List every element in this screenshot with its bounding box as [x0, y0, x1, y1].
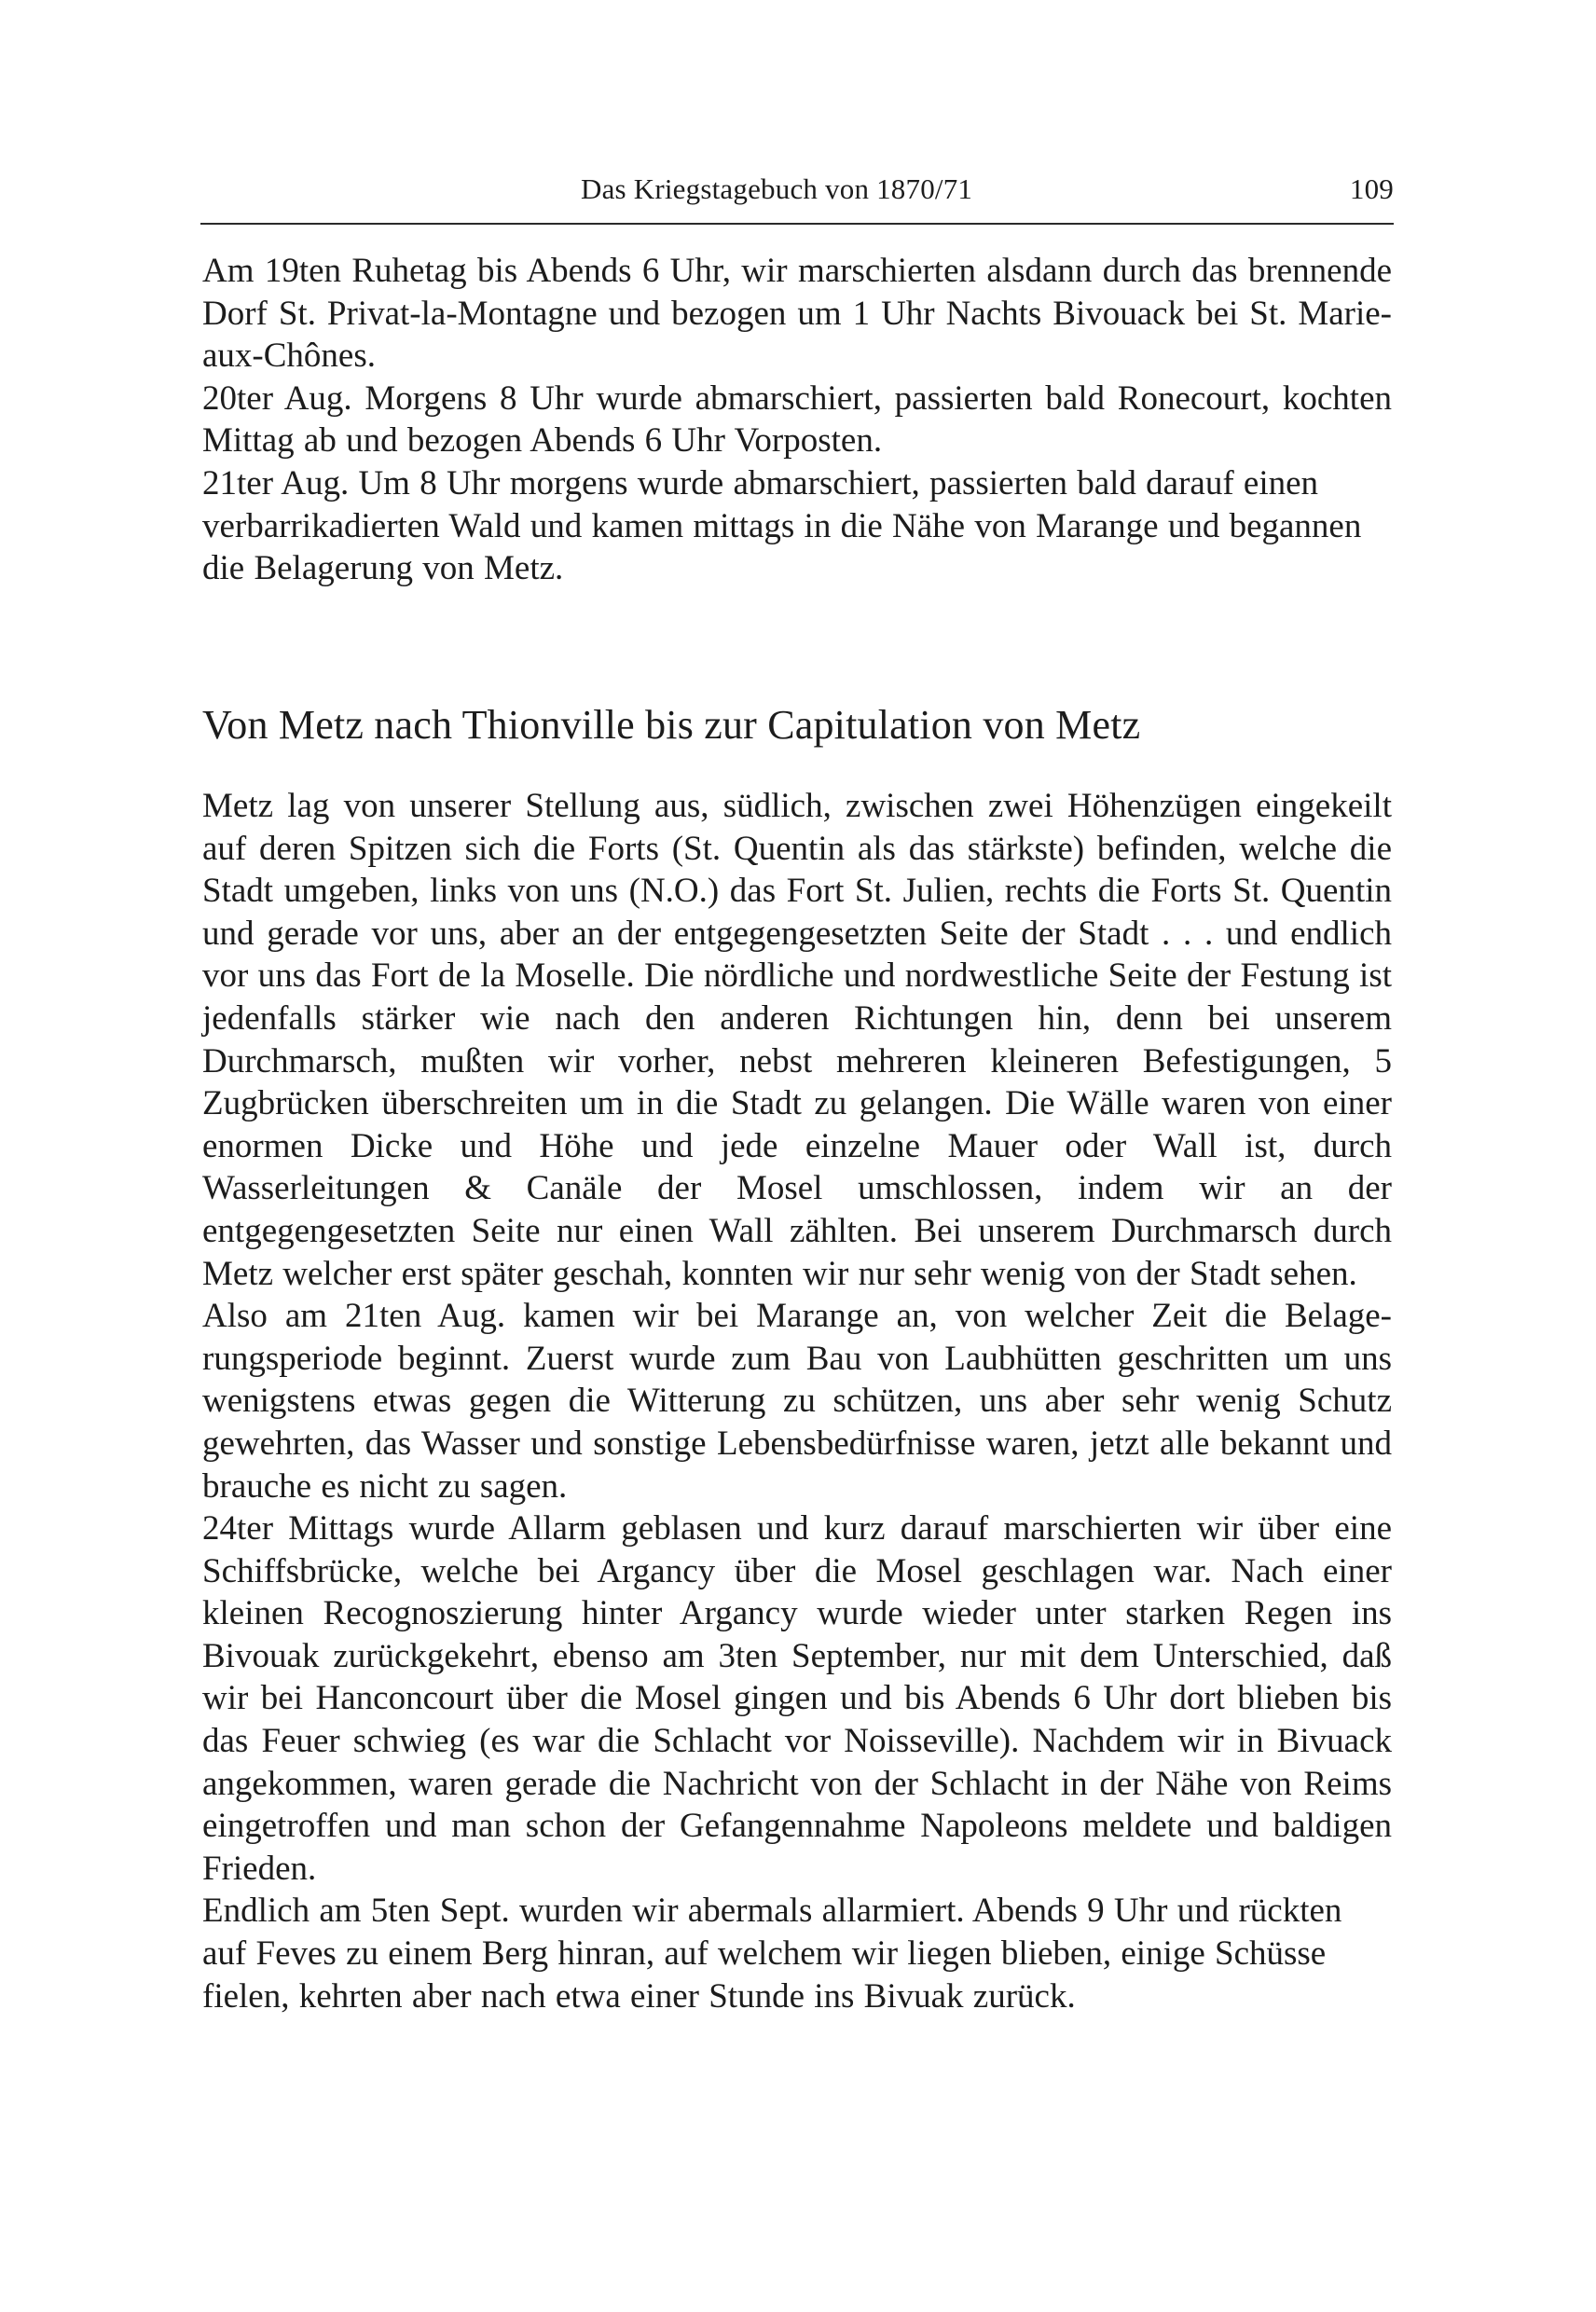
paragraph-alarm-5th-sept: Endlich am 5ten Sept. wurden wir abermals allarmiert. Abends 9 Uhr und rückten auf Feves zu einem Berg hinran, auf welchem wir liegen blieben, einige Schüsse fielen, kehrten aber nach etwa einer Stunde ins Bivuak zurück. — [202, 1892, 1342, 2016]
header-rule — [200, 223, 1394, 225]
diary-entry-20th: 20ter Aug. Morgens 8 Uhr wurde abmarschiert, passierten bald Ronecourt, kochten Mittag ab und bezogen Abends 6 Uhr Vorposten. — [202, 378, 1392, 461]
paragraph-metz-position: Metz lag von unserer Stellung aus, südlich, zwischen zwei Höhenzügen eingekeilt auf deren Spitzen sich die Forts (St. Quentin als das stärkste) befinden, welche die Stadt umgeben, links von uns (N.O.) das Fort St. Julien, rechts die Forts St. Quentin und gerade vor uns, aber an der entgegengesetzten Seite der Stadt . . . und endlich vor uns das Fort de la Moselle. Die nördliche und nordwestliche Seite der Festung ist jedenfalls stärker wie nach den anderen Richtungen hin, denn bei unserem Durchmarsch, mußten wir vorher, nebst mehreren kleineren Befestigungen, 5 Zugbrücken überschreiten um in die Stadt zu gelangen. Die Wälle waren von einer enormen Dicke und Höhe und jede einzelne Mauer oder Wall ist, durch Wasserleitungen & Canäle der Mosel umschlossen, indem wir an der entgegengesetzten Seite nur einen Wall zählten. Bei unserem Durchmarsch durch Metz welcher erst später geschah, konnten wir nur sehr wenig von der Stadt sehen. — [202, 787, 1392, 1293]
running-head-title: Das Kriegstagebuch von 1870/71 — [581, 172, 973, 205]
section-body — [202, 785, 1392, 2017]
diary-entry-19th: Am 19ten Ruhetag bis Abends 6 Uhr, wir marschierten alsdann durch das brennende Dorf St. Privat-la-Montagne und bezogen um 1 Uhr Nachts Bivouack bei St. Marie-aux-Chônes. — [202, 252, 1392, 376]
diary-entries-top — [202, 250, 1392, 590]
diary-entry-21st: 21ter Aug. Um 8 Uhr morgens wurde abmarschiert, passierten bald darauf einen verbarrikadierten Wald und kamen mittags in die Nähe von Marange und begannen die Belagerung von Metz. — [202, 463, 1362, 588]
page-number: 109 — [1349, 172, 1394, 205]
running-head — [200, 166, 1394, 213]
paragraph-siege-begins: Also am 21ten Aug. kamen wir bei Marange an, von welcher Zeit die Belagerungsperiode beginnt. Zuerst wurde zum Bau von Laubhütten geschritten um uns wenigstens etwas gegen die Witterung zu schützen, uns aber sehr wenig Schutz gewehrten, das Wasser und sonstige Lebensbedürfnisse waren, jetzt alle bekannt und brauche es nicht zu sagen. — [202, 1297, 1392, 1506]
paragraph-alarm-24th: 24ter Mittags wurde Allarm geblasen und kurz darauf marschierten wir über eine Schiffsbrücke, welche bei Argancy über die Mosel geschlagen war. Nach einer kleinen Recognoszierung hinter Argancy wurde wieder unter starken Regen ins Bivouak zurückgekehrt, ebenso am 3ten September, nur mit dem Unterschied, daß wir bei Hanconcourt über die Mosel gingen und bis Abends 6 Uhr dort blieben bis das Feuer schwieg (es war die Schlacht vor Noisseville). Nachdem wir in Bivuack angekommen, waren gerade die Nachricht von der Schlacht in der Nähe von Reims eingetroffen und man schon der Gefangennahme Napoleons meldete und baldigen Frieden. — [202, 1509, 1392, 1888]
section-heading: Von Metz nach Thionville bis zur Capitulation von Metz — [202, 702, 1141, 748]
